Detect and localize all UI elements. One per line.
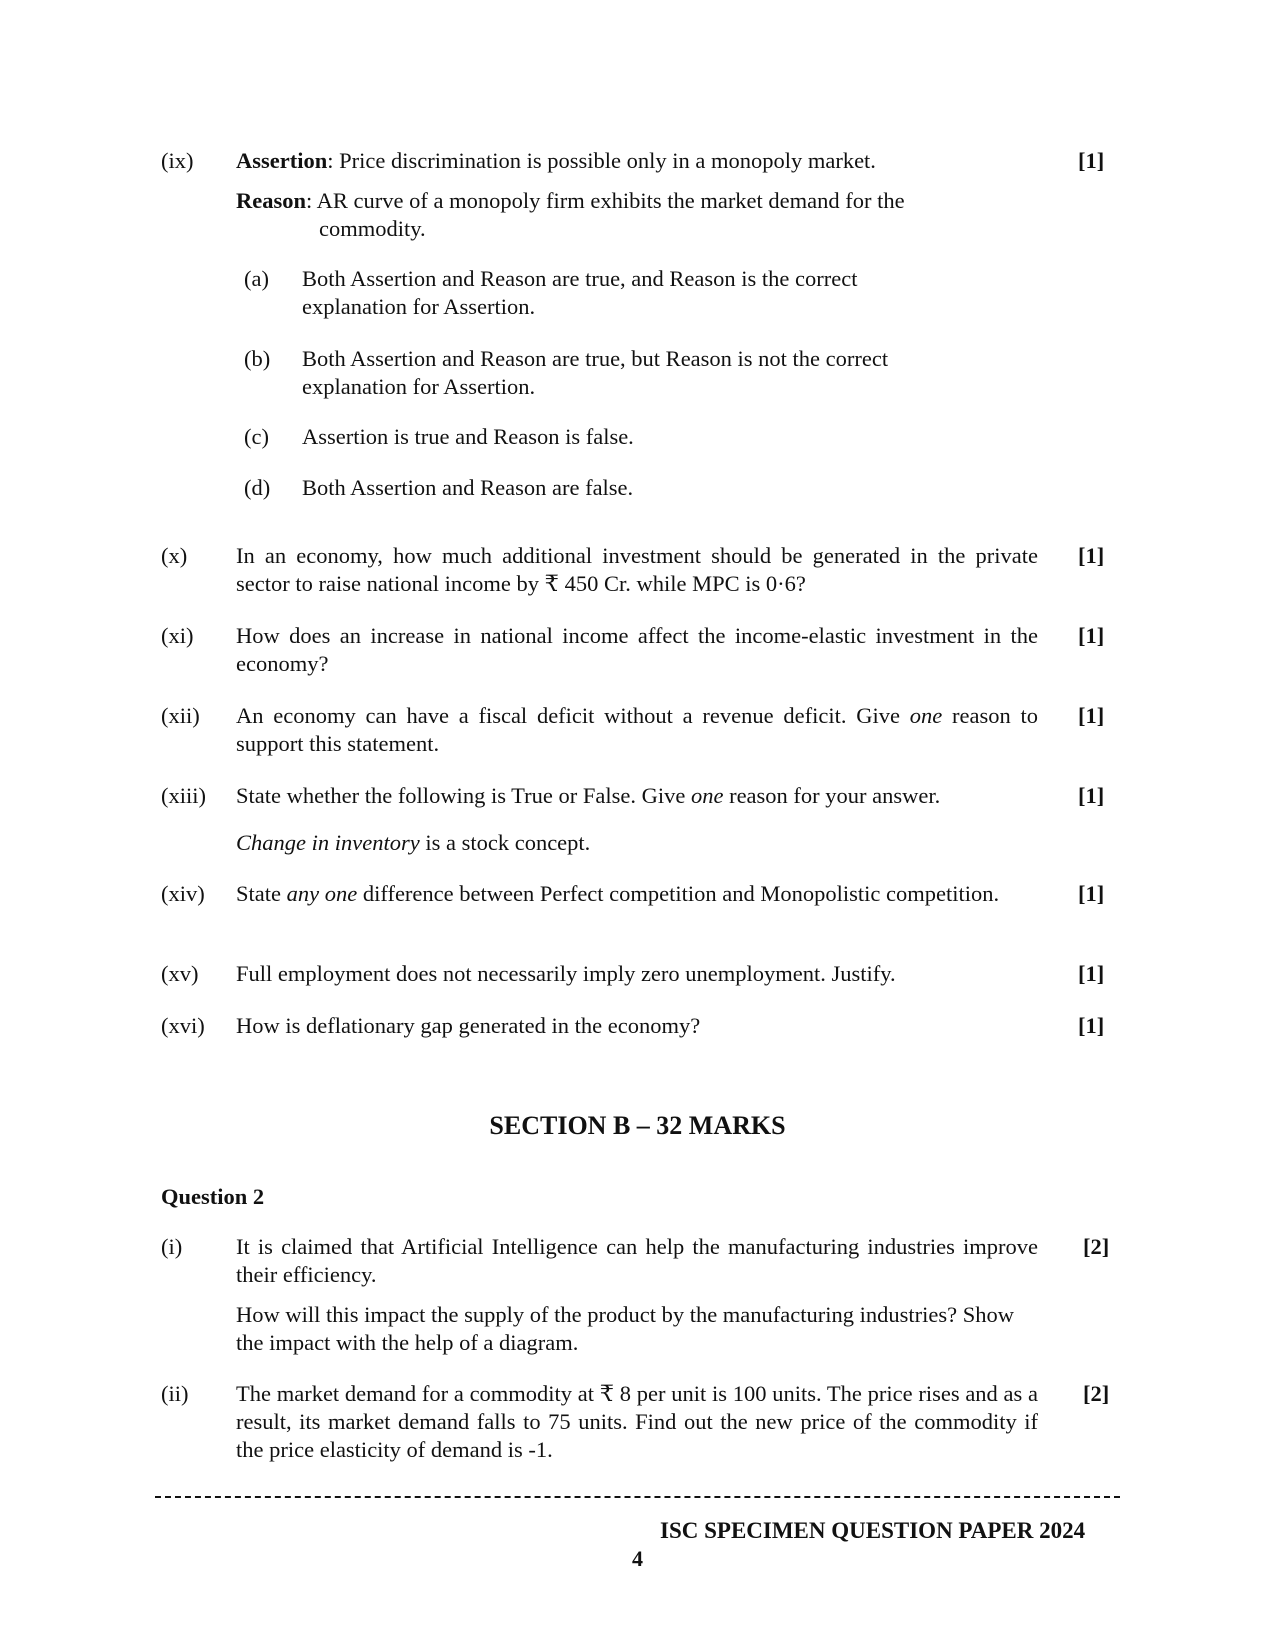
question-number: (xi): [161, 623, 194, 648]
question-text-cont: How will this impact the supply of the product by the manufacturing industries? Show the impact with the help of a diagram.: [236, 1302, 1014, 1355]
marks: [1]: [1078, 623, 1105, 648]
reason-label: Reason: [236, 188, 307, 213]
marks: [1]: [1078, 783, 1105, 808]
option-text: Both Assertion and Reason are true, but Reason is not the correct explanation for Assertion.: [302, 346, 889, 399]
question-number: (xv): [161, 961, 199, 986]
section-heading: SECTION B – 32 MARKS: [489, 1111, 786, 1140]
question-number: (xvi): [161, 1013, 205, 1038]
question-text: How does an increase in national income affect the income-elastic investment in the economy?: [236, 623, 1038, 676]
assertion-line: [236, 147, 1038, 175]
reason-line: [236, 187, 1038, 243]
page-number: 4: [632, 1546, 643, 1571]
marks: [1]: [1078, 881, 1105, 906]
question-text: State any one difference between Perfect competition and Monopolistic competition.: [236, 881, 1000, 906]
question-text: State whether the following is True or False. Give one reason for your answer.: [236, 783, 941, 808]
question-text: An economy can have a fiscal deficit without a revenue deficit. Give one reason to support this statement.: [236, 703, 1038, 756]
option-text: Both Assertion and Reason are true, and Reason is the correct explanation for Assertion.: [302, 266, 858, 319]
option-label: (a): [244, 266, 269, 291]
footer-title: ISC SPECIMEN QUESTION PAPER 2024: [660, 1518, 1086, 1543]
assertion-label: Assertion: [236, 148, 328, 173]
question-number: (x): [161, 543, 188, 568]
marks: [1]: [1078, 961, 1105, 986]
option-text: Assertion is true and Reason is false.: [302, 424, 634, 449]
marks: [1]: [1078, 148, 1105, 173]
question-text: Full employment does not necessarily imply zero unemployment. Justify.: [236, 961, 896, 986]
footer-divider: [155, 1496, 1120, 1498]
marks: [2]: [1083, 1234, 1110, 1259]
reason-text-cont: commodity.: [319, 216, 426, 241]
question-text: In an economy, how much additional investment should be generated in the private sector to raise national income by ₹ 450 Cr. while MPC is 0·6?: [236, 543, 1038, 596]
marks: [1]: [1078, 1013, 1105, 1038]
question-number: (ii): [161, 1381, 189, 1406]
statement-text: Change in inventory is a stock concept.: [236, 830, 591, 855]
question-heading: Question 2: [161, 1184, 265, 1209]
option-label: (c): [244, 424, 269, 449]
question-number: (i): [161, 1234, 183, 1259]
question-text: How is deflationary gap generated in the economy?: [236, 1013, 701, 1038]
reason-text: : AR curve of a monopoly firm exhibits the market demand for the: [306, 188, 905, 213]
option-label: (b): [244, 346, 271, 371]
question-text: The market demand for a commodity at ₹ 8 per unit is 100 units. The price rises and as a result, its market demand falls to 75 units. Find out the new price of the commodity if the price elasticity of demand is -1.: [236, 1381, 1038, 1462]
question-text: It is claimed that Artificial Intelligence can help the manufacturing industries improve their efficiency.: [236, 1234, 1038, 1287]
question-number: (xii): [161, 703, 200, 728]
option-label: (d): [244, 475, 271, 500]
question-number: (xiv): [161, 881, 205, 906]
marks: [2]: [1083, 1381, 1110, 1406]
option-text: Both Assertion and Reason are false.: [302, 475, 634, 500]
marks: [1]: [1078, 543, 1105, 568]
marks: [1]: [1078, 703, 1105, 728]
question-number: (ix): [161, 148, 194, 173]
assertion-text: : Price discrimination is possible only in a monopoly market.: [327, 148, 876, 173]
question-number: (xiii): [161, 783, 206, 808]
